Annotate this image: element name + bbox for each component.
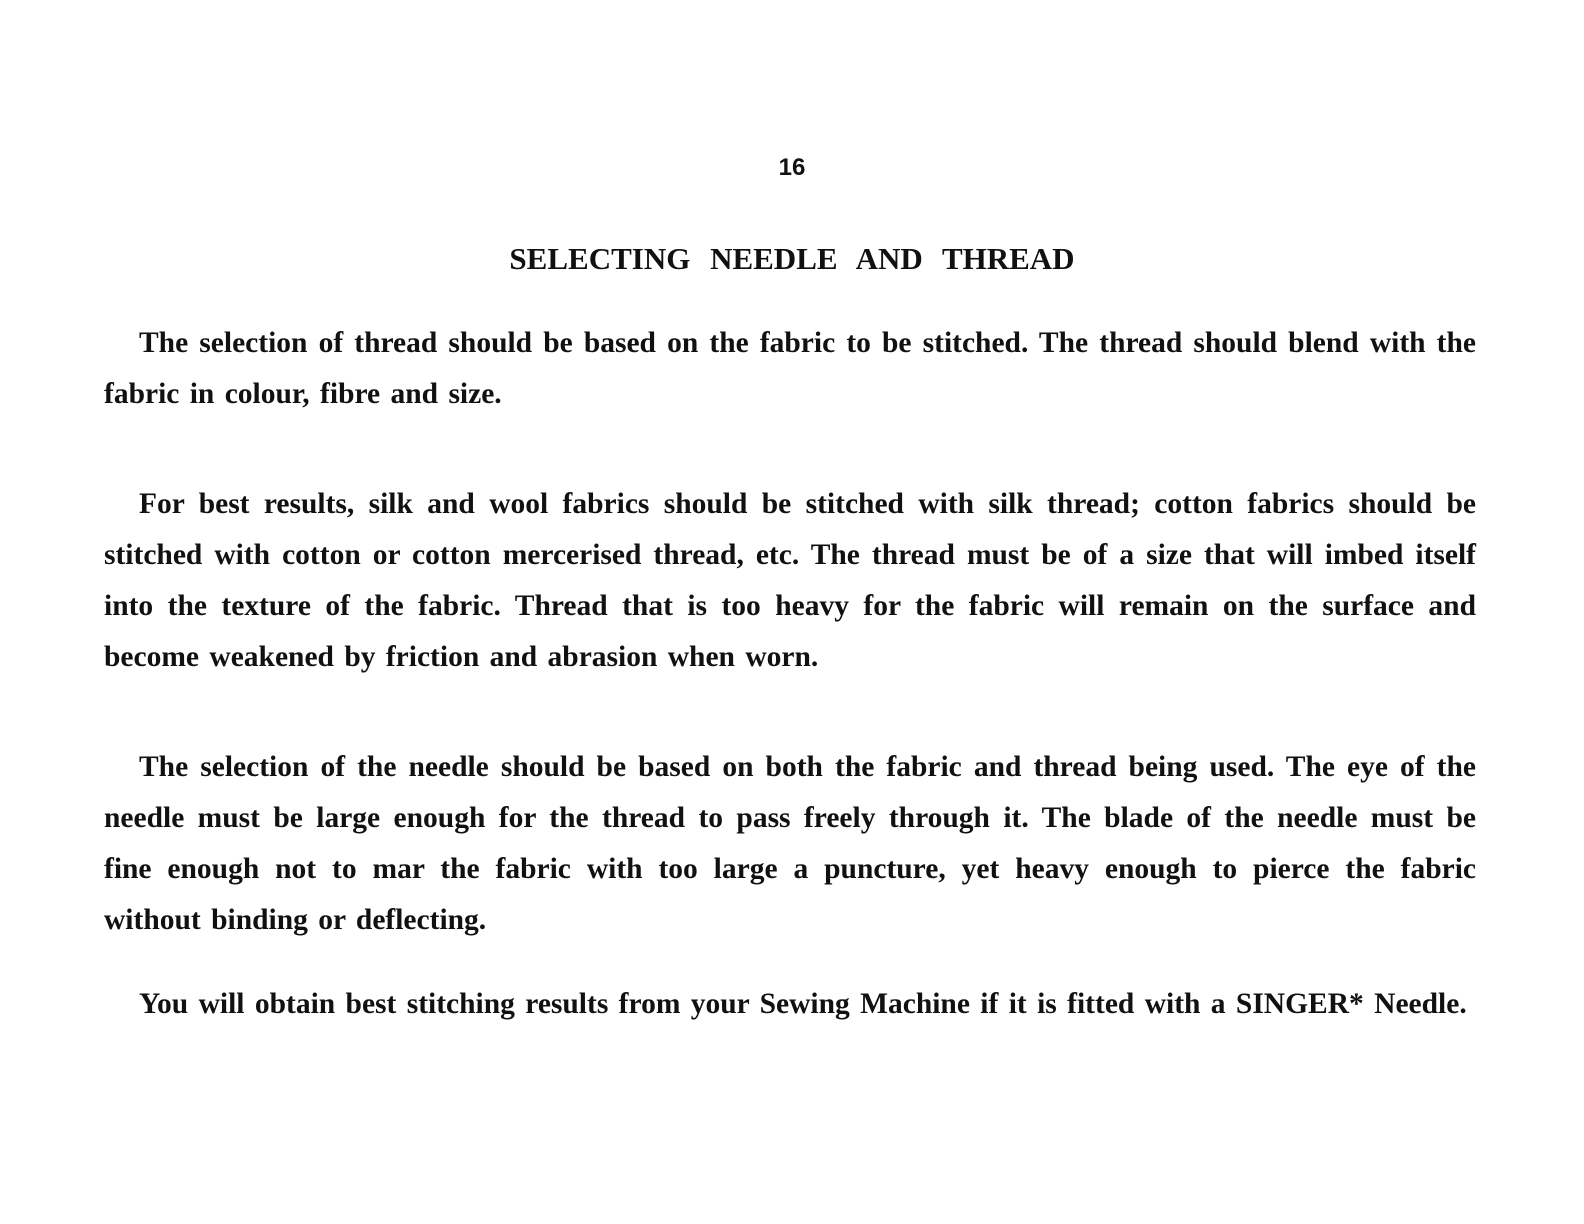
page-number: 16 [778, 154, 806, 181]
page-title: SELECTING NEEDLE AND THREAD [509, 241, 1075, 276]
paragraph-thread-selection: The selection of thread should be based on the fabric to be stitched. The thread should blend with the fabric in colour, fibre and size. [104, 327, 1476, 410]
paragraph-best-results: For best results, silk and wool fabrics should be stitched with silk thread; cotton fabrics should be stitched with cotton or cotton mercerised thread, etc. The thread must be of a size that will imbed itself into the texture of the fabric. Thread that is too heavy for the fabric will remain on the surface and become weakened by friction and abrasion when worn. [104, 488, 1476, 673]
paragraph-needle-selection: The selection of the needle should be based on both the fabric and thread being used. The eye of the needle must be large enough for the thread to pass freely through it. The blade of the needle must be fine enough not to mar the fabric with too large a puncture, yet heavy enough to pierce the fabric without binding or deflecting. [104, 751, 1476, 936]
paragraph-singer-needle: You will obtain best stitching results from your Sewing Machine if it is fitted with a SINGER* Needle. [139, 988, 1467, 1020]
